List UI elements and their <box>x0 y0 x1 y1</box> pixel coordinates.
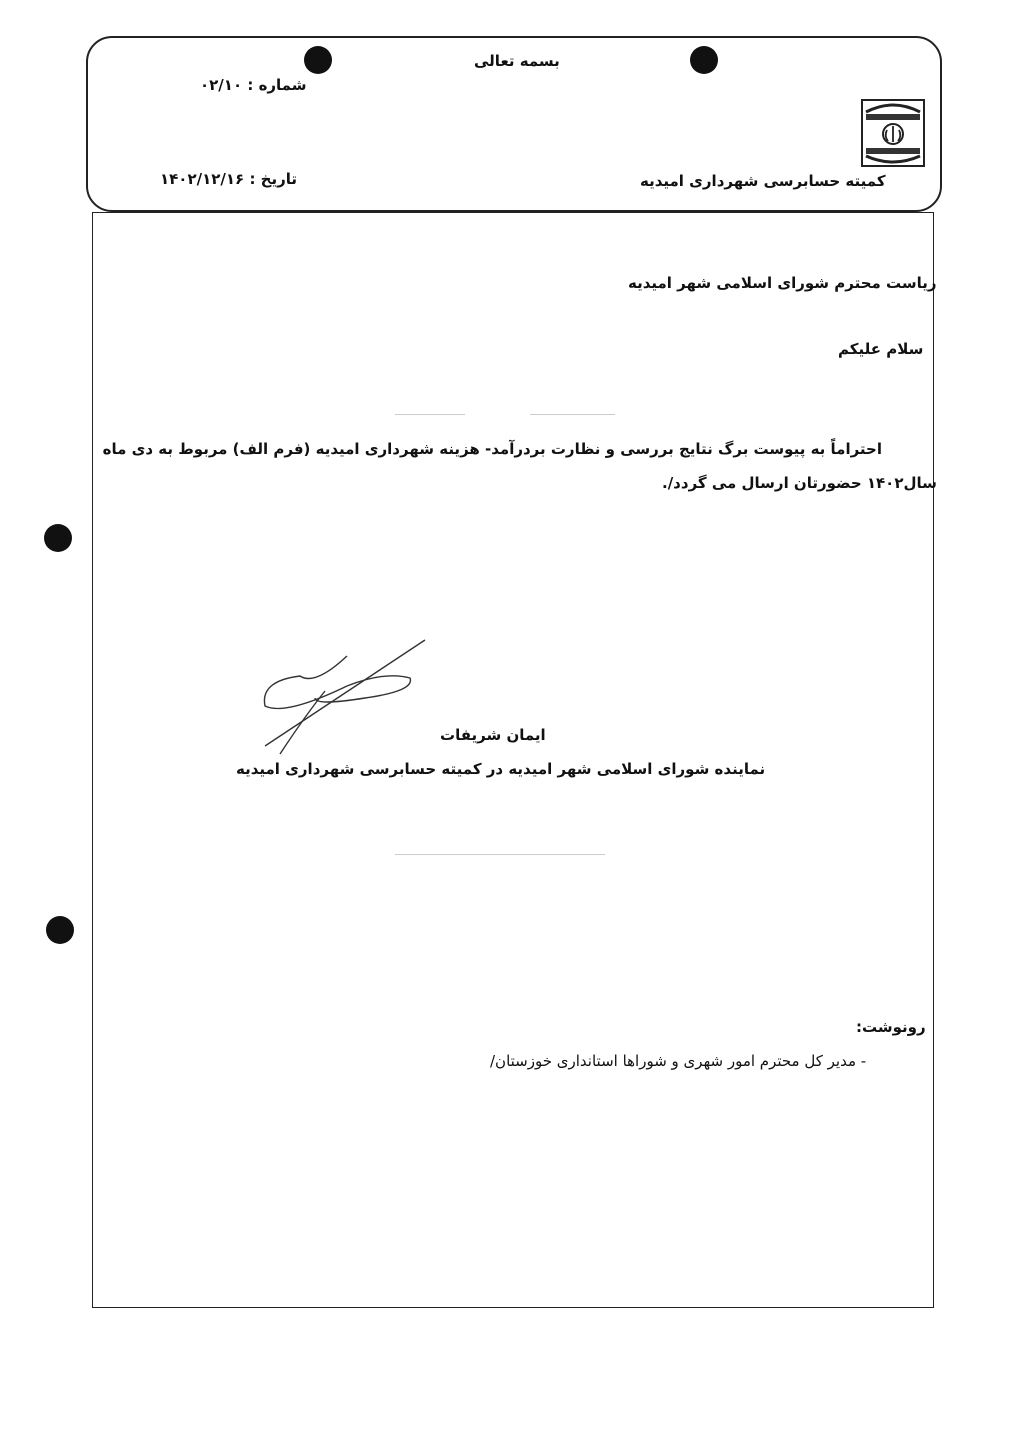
greeting: سلام علیکم <box>838 340 924 358</box>
scan-mark <box>395 854 605 855</box>
punch-hole-top-left <box>304 46 332 74</box>
number-value: ۰۲/۱۰ <box>200 76 243 94</box>
punch-hole-left-lower <box>46 916 74 944</box>
addressee: ریاست محترم شورای اسلامی شهر امیدیه <box>628 274 937 292</box>
scan-mark <box>395 414 465 415</box>
body-line-1: احتراماً به پیوست برگ نتایج بررسی و نظارت بردرآمد- هزینه شهرداری امیدیه (فرم الف) مربوط به دی ماه <box>102 440 882 458</box>
date-label: تاریخ : <box>249 170 298 188</box>
punch-hole-top-right <box>690 46 718 74</box>
cc-item: - مدیر کل محترم امور شهری و شوراها استانداری خوزستان/ <box>490 1052 867 1070</box>
iran-emblem-icon <box>860 98 926 168</box>
punch-hole-left-upper <box>44 524 72 552</box>
scan-mark <box>530 414 615 415</box>
letter-date <box>160 170 297 188</box>
signer-title: نماینده شورای اسلامی شهر امیدیه در کمیته حسابرسی شهرداری امیدیه <box>236 760 766 778</box>
letter-number <box>200 76 307 94</box>
handwritten-signature <box>255 636 435 756</box>
signer-name: ایمان شریفات <box>440 726 546 744</box>
cc-label: رونوشت: <box>856 1018 926 1036</box>
number-label: شماره : <box>247 76 307 94</box>
org-name: کمیته حسابرسی شهرداری امیدیه <box>640 172 886 190</box>
date-value: ۱۴۰۲/۱۲/۱۶ <box>160 170 245 188</box>
bismillah: بسمه تعالی <box>474 52 560 70</box>
body-line-2: سال۱۴۰۲ حضورتان ارسال می گردد/. <box>662 474 937 492</box>
